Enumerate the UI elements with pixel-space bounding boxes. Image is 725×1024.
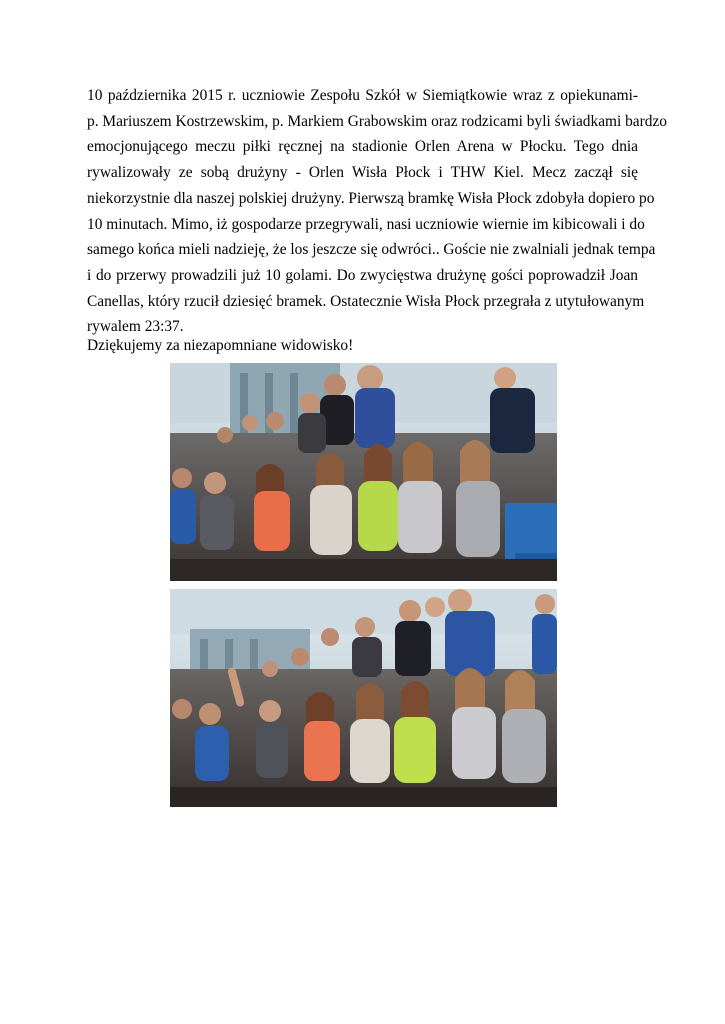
paragraph-line: i do przerwy prowadzili już 10 golami. Do zwycięstwa drużynę gości poprowadził Joan bbox=[87, 266, 638, 284]
photo-illustration bbox=[170, 589, 557, 807]
photo-illustration bbox=[170, 363, 557, 581]
article-paragraph bbox=[87, 83, 667, 340]
paragraph-line: samego końca mieli nadzieję, że los jeszcze się odwróci.. Goście nie zwalniali jednak tempa bbox=[87, 241, 656, 259]
paragraph-line: Canellas, który rzucił dziesięć bramek. Ostatecznie Wisła Płock przegrała z utytułowanym bbox=[87, 292, 645, 310]
paragraph-line: rywalem 23:37. bbox=[87, 318, 184, 336]
paragraph-line: rywalizowały ze sobą drużyny - Orlen Wisła Płock i THW Kiel. Mecz zaczął się bbox=[87, 164, 638, 182]
paragraph-line: 10 minutach. Mimo, iż gospodarze przegrywali, nasi uczniowie wiernie im kibicowali i do bbox=[87, 215, 645, 233]
paragraph-line: 10 października 2015 r. uczniowie Zespołu Szkół w Siemiątkowie wraz z opiekunami- bbox=[87, 87, 638, 104]
photo-students-cheering bbox=[170, 589, 557, 807]
paragraph-line: p. Mariuszem Kostrzewskim, p. Markiem Grabowskim oraz rodzicami byli świadkami bardzo bbox=[87, 112, 667, 130]
paragraph-line: emocjonującego meczu piłki ręcznej na stadionie Orlen Arena w Płocku. Tego dnia bbox=[87, 138, 638, 156]
photo-students-in-stands bbox=[170, 363, 557, 581]
paragraph-line: niekorzystnie dla naszej polskiej drużyny. Pierwszą bramkę Wisła Płock zdobyła dopiero po bbox=[87, 189, 655, 207]
closing-line: Dziękujemy za niezapomniane widowisko! bbox=[87, 337, 354, 354]
